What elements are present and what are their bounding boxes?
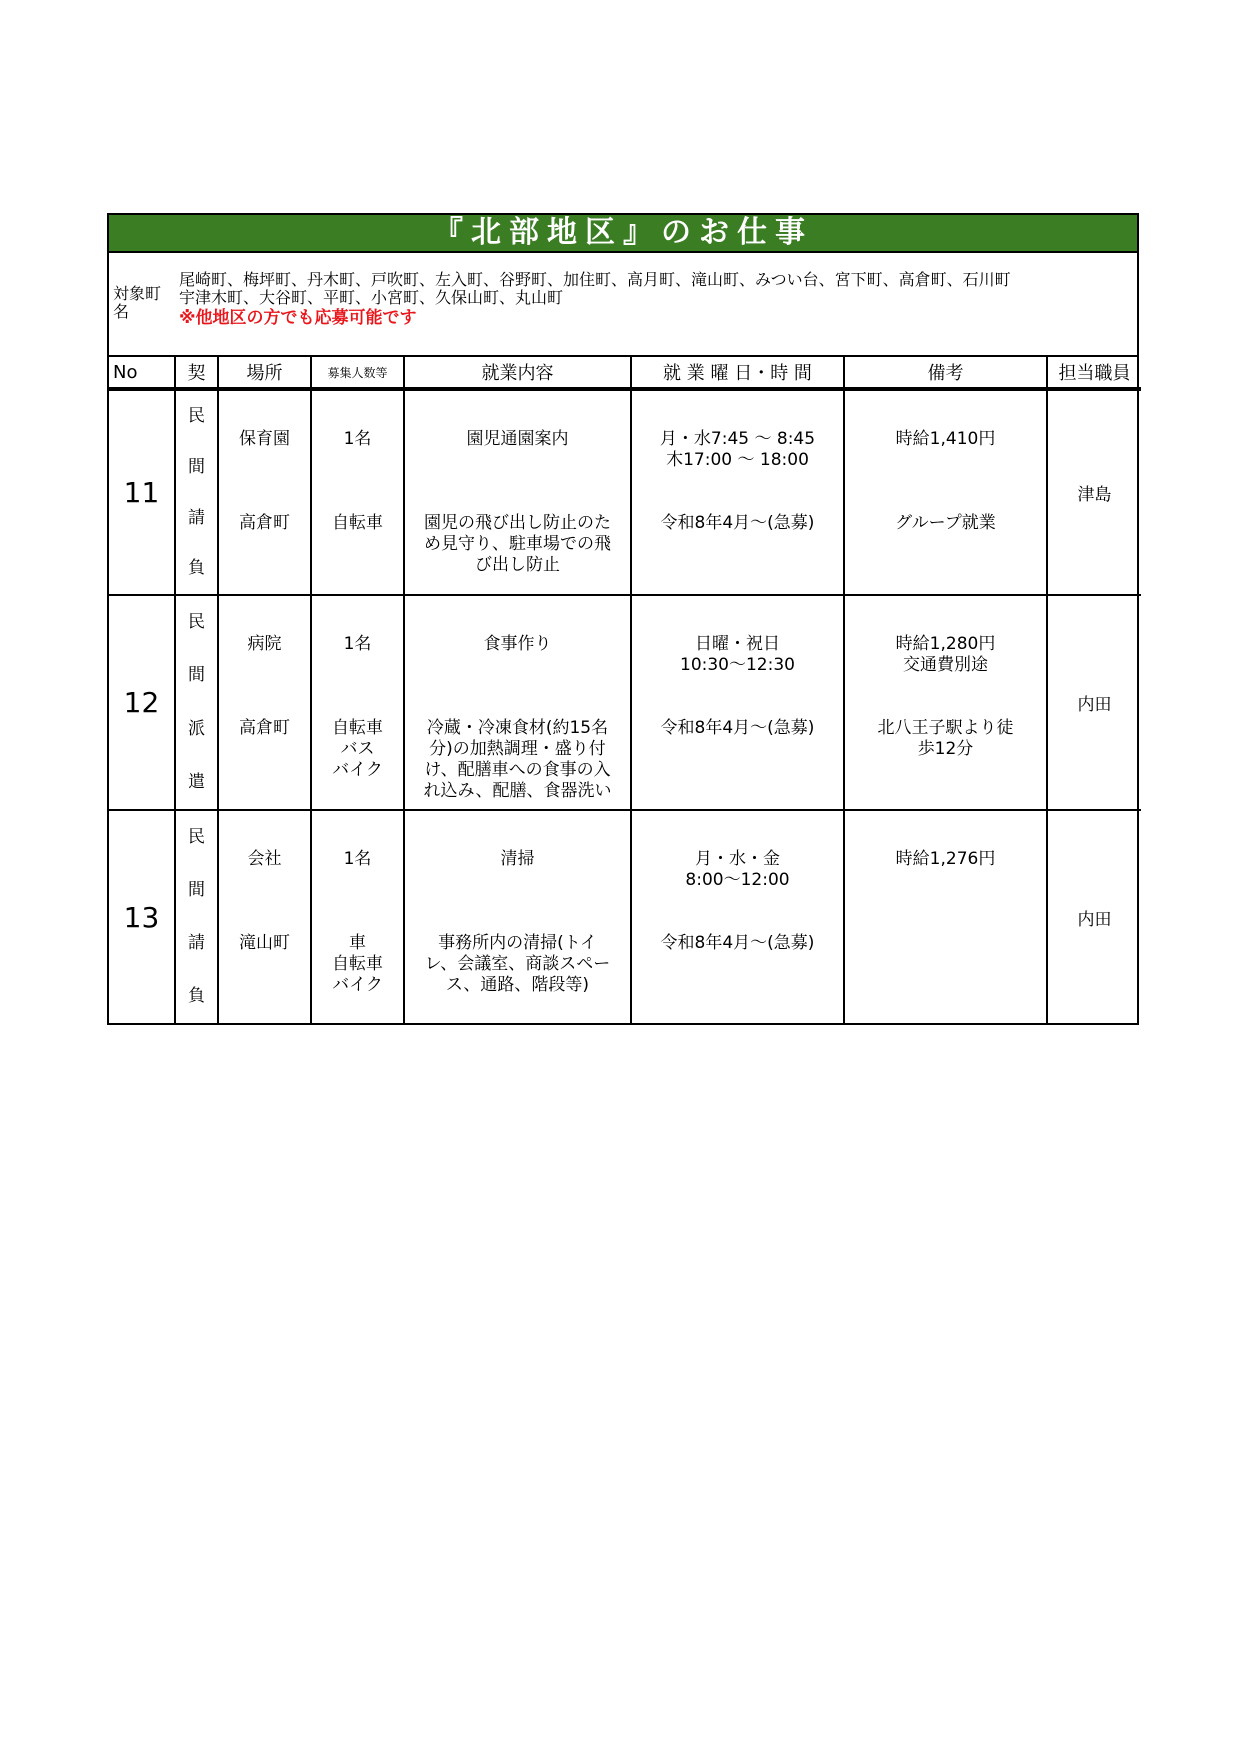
job-listing-sheet xyxy=(107,213,1139,1025)
schedule-cell-content xyxy=(632,391,843,594)
work-top: 園児通園案内 xyxy=(466,429,569,449)
count-top: 1名 xyxy=(343,849,372,869)
contract-type xyxy=(175,810,218,1023)
count-bottom: 自転車 xyxy=(332,513,383,533)
count-bottom: 自転車 バス バイク xyxy=(332,718,383,780)
towns-line-1: 尾崎町、梅坪町、丹木町、戸吹町、左入町、谷野町、加住町、高月町、滝山町、みつい台、宮下町、高倉町、石川町 xyxy=(179,270,1011,289)
header-place: 場所 xyxy=(218,357,311,388)
contract-char: 間 xyxy=(188,456,205,477)
work-bottom: 園児の飛び出し防止のため見守り、駐車場での飛び出し防止 xyxy=(424,513,611,575)
remarks-cell-content xyxy=(845,391,1046,594)
count-cell xyxy=(311,810,404,1023)
contract-char: 間 xyxy=(188,665,205,686)
page-title: 『北部地区』のお仕事 xyxy=(109,215,1137,253)
contract-char: 負 xyxy=(188,558,205,579)
header-count: 募集人数等 xyxy=(311,357,404,388)
work-cell-content xyxy=(405,391,630,594)
work-cell xyxy=(404,595,631,810)
other-area-note: ※他地区の方でも応募可能です xyxy=(179,308,417,328)
contract-char: 請 xyxy=(188,933,205,953)
contract-char: 民 xyxy=(188,612,205,632)
remarks-top: 時給1,280円 交通費別途 xyxy=(895,634,996,675)
contract-char: 負 xyxy=(188,986,205,1006)
schedule-bottom: 令和8年4月～(急募) xyxy=(660,933,815,953)
remarks-bottom: 北八王子駅より徒歩12分 xyxy=(877,718,1014,759)
place-bottom: 高倉町 xyxy=(239,718,290,738)
place-cell xyxy=(218,390,311,595)
work-bottom: 事務所内の清掃(トイレ、会議室、商談スペース、通路、階段等) xyxy=(424,933,611,995)
remarks-cell-content xyxy=(845,811,1046,1023)
header-no: No xyxy=(109,357,175,388)
work-cell xyxy=(404,390,631,595)
header-staff: 担当職員 xyxy=(1047,357,1141,388)
staff-name: 内田 xyxy=(1047,810,1141,1023)
job-number: 11 xyxy=(109,390,175,595)
place-top: 病院 xyxy=(247,634,282,654)
target-towns xyxy=(179,271,1011,329)
schedule-cell xyxy=(631,810,844,1023)
schedule-top: 日曜・祝日 10:30～12:30 xyxy=(680,634,795,675)
table-row xyxy=(109,810,1141,1023)
count-top: 1名 xyxy=(343,429,372,449)
contract-type xyxy=(175,390,218,595)
header-contract: 契 xyxy=(175,357,218,388)
staff-name: 津島 xyxy=(1047,390,1141,595)
place-top: 会社 xyxy=(247,849,282,869)
schedule-cell-content xyxy=(632,596,843,809)
place-top: 保育園 xyxy=(239,429,290,449)
schedule-cell xyxy=(631,390,844,595)
table-row xyxy=(109,390,1141,595)
count-cell-content xyxy=(312,391,403,594)
header-remarks: 備考 xyxy=(844,357,1047,388)
remarks-cell xyxy=(844,390,1047,595)
count-bottom: 車 自転車 バイク xyxy=(332,933,383,995)
remarks-top: 時給1,410円 xyxy=(895,429,996,449)
table-row xyxy=(109,595,1141,810)
count-cell-content xyxy=(312,811,403,1023)
contract-char: 間 xyxy=(188,880,205,900)
remarks-bottom: グループ就業 xyxy=(895,513,996,533)
schedule-bottom: 令和8年4月～(急募) xyxy=(660,718,815,738)
schedule-cell xyxy=(631,595,844,810)
contract-char: 遣 xyxy=(188,771,205,792)
place-cell-content xyxy=(219,391,310,594)
work-bottom: 冷蔵・冷凍食材(約15名分)の加熱調理・盛り付け、配膳車への食事の入れ込み、配膳、食器洗い xyxy=(423,718,612,801)
schedule-top: 月・水7:45 ～ 8:45 木17:00 ～ 18:00 xyxy=(659,429,816,470)
place-cell-content xyxy=(219,811,310,1023)
job-number: 13 xyxy=(109,810,175,1023)
remarks-top: 時給1,276円 xyxy=(895,849,996,869)
place-cell xyxy=(218,595,311,810)
job-table xyxy=(109,357,1141,389)
count-cell xyxy=(311,595,404,810)
schedule-bottom: 令和8年4月～(急募) xyxy=(660,513,815,533)
remarks-cell xyxy=(844,595,1047,810)
count-cell xyxy=(311,390,404,595)
staff-name: 内田 xyxy=(1047,595,1141,810)
place-cell-content xyxy=(219,596,310,809)
header-schedule: 就 業 曜 日・時 間 xyxy=(631,357,844,388)
header-work: 就業内容 xyxy=(404,357,631,388)
target-area-label: 対象町名 xyxy=(113,284,162,321)
job-number: 12 xyxy=(109,595,175,810)
remarks-cell xyxy=(844,810,1047,1023)
place-bottom: 高倉町 xyxy=(239,513,290,533)
contract-type xyxy=(175,595,218,810)
work-cell-content xyxy=(405,596,630,809)
work-cell-content xyxy=(405,811,630,1023)
remarks-cell-content xyxy=(845,596,1046,809)
towns-line-2: 宇津木町、大谷町、平町、小宮町、久保山町、丸山町 xyxy=(179,288,564,307)
work-top: 食事作り xyxy=(483,634,552,654)
table-header-row xyxy=(109,357,1141,388)
place-cell xyxy=(218,810,311,1023)
work-top: 清掃 xyxy=(500,849,535,869)
work-cell xyxy=(404,810,631,1023)
contract-char: 民 xyxy=(188,827,205,847)
schedule-top: 月・水・金 8:00～12:00 xyxy=(685,849,790,890)
contract-char: 派 xyxy=(188,718,205,739)
count-top: 1名 xyxy=(343,634,372,654)
target-area-section xyxy=(109,253,1137,357)
contract-char: 民 xyxy=(188,406,205,426)
job-rows-table xyxy=(109,389,1141,1023)
contract-char: 請 xyxy=(188,507,205,528)
place-bottom: 滝山町 xyxy=(239,933,290,953)
count-cell-content xyxy=(312,596,403,809)
schedule-cell-content xyxy=(632,811,843,1023)
